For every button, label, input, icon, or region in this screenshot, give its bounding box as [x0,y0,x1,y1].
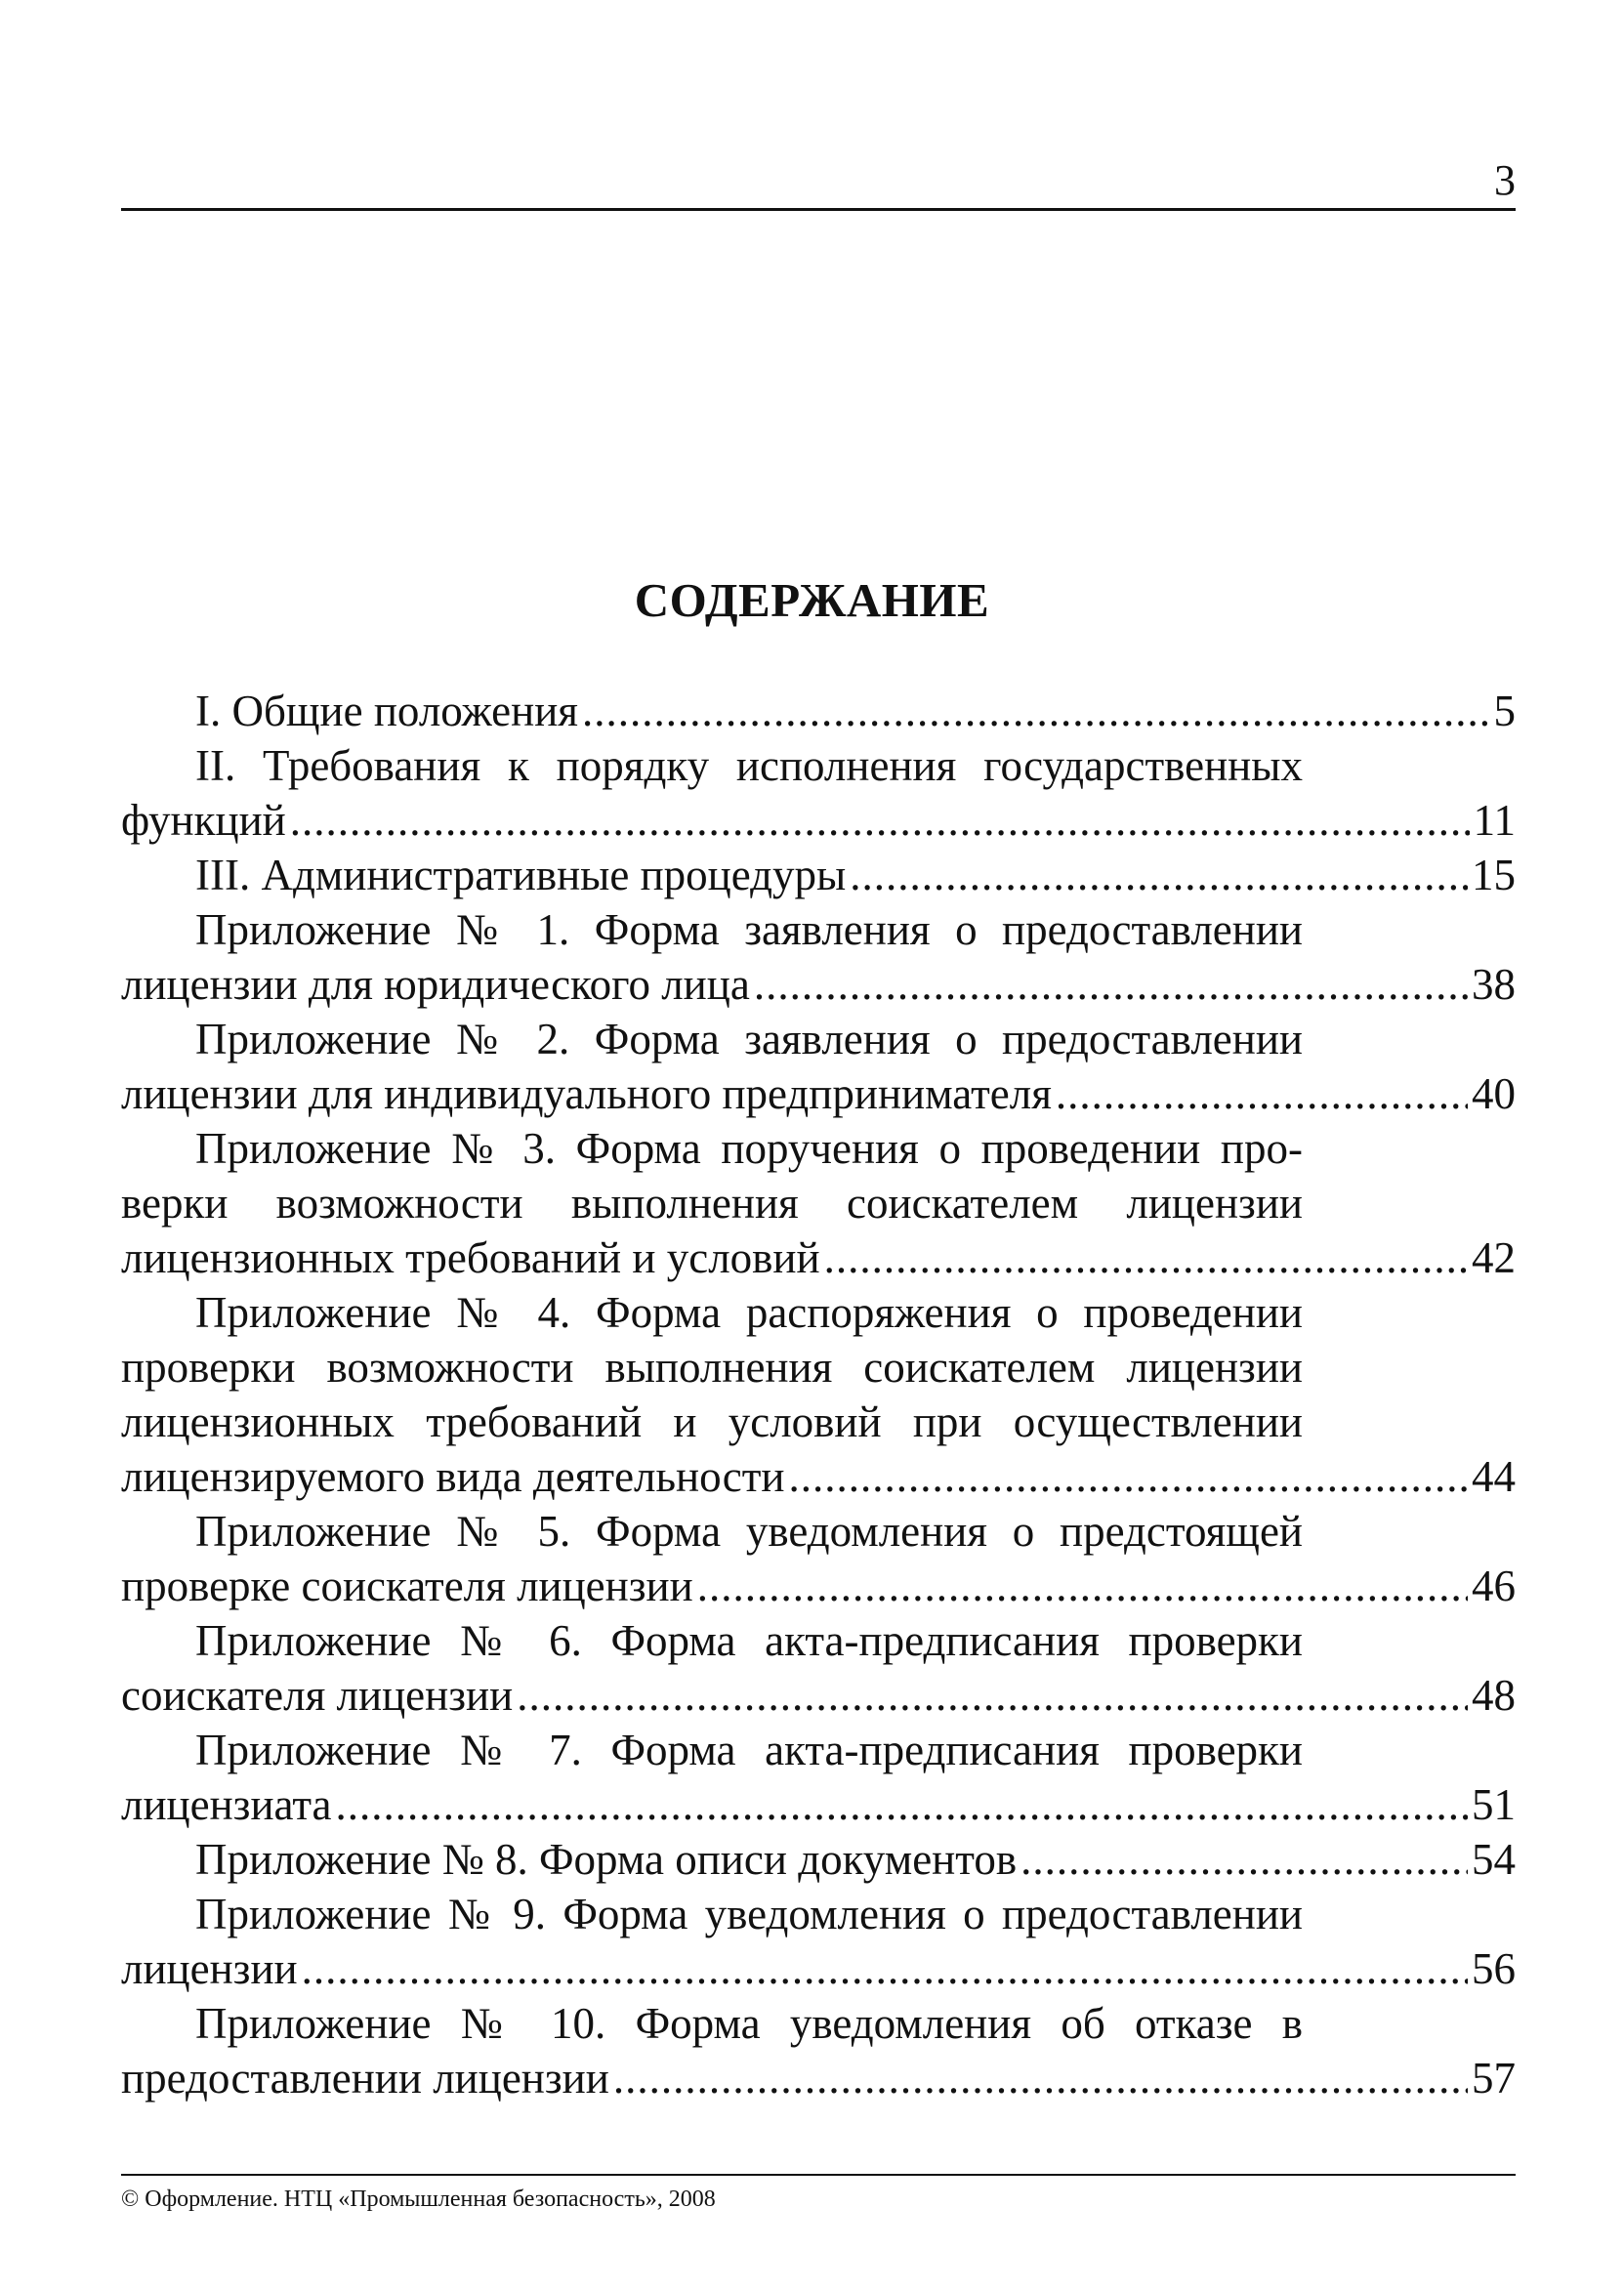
toc-entry-line [121,684,1516,738]
dot-leader [697,1559,1468,1613]
dot-leader [788,1449,1468,1504]
toc-entry-text: Приложение № 3. Форма поручения о проведении про- [195,1124,1303,1173]
toc-entry-line [121,1668,1516,1723]
toc-page-number: 51 [1472,1780,1516,1829]
toc-entry-line [121,1176,1303,1230]
toc-entry-text: лицензионных требований и условий [121,1233,820,1282]
toc-entry-text: предоставлении лицензии [121,2054,609,2103]
toc-entry-line [121,1449,1516,1504]
toc-entry-text: лицензионных требований и условий при осуществлении [121,1397,1303,1446]
toc-entry-line [121,1285,1303,1340]
toc-entry-text: Приложение № 5. Форма уведомления о предстоящей [195,1507,1303,1556]
toc-entry-text: Приложение № 4. Форма распоряжения о проведении [195,1288,1303,1337]
toc-page-number: 57 [1472,2054,1516,2103]
toc-entry-line [121,1887,1303,1941]
toc-entry-text: Приложение № 1. Форма заявления о предоставлении [195,905,1303,954]
toc-page-number: 40 [1472,1069,1516,1118]
toc-entry-line [121,1777,1516,1832]
header-rule [121,208,1516,211]
toc-entry-line [121,1395,1303,1449]
toc-entry-text: Приложение № 8. Форма описи документов [195,1835,1018,1884]
toc-entry-line [121,2051,1516,2105]
page-number: 3 [1494,156,1516,204]
toc-entry-text: лицензии [121,1944,298,1993]
toc-title: СОДЕРЖАНИЕ [634,573,990,627]
toc-entry-line [121,1832,1516,1887]
toc-entry-line [121,1012,1303,1066]
toc-entry-text: Приложение № 6. Форма акта-предписания проверки [195,1616,1303,1665]
toc-entry-text: верки возможности выполнения соискателем лицензии [121,1179,1303,1228]
dot-leader [336,1777,1468,1832]
toc-entry-line [121,1121,1303,1176]
toc-entry-line [121,1613,1303,1668]
dot-leader [613,2051,1468,2105]
toc-entry-line [121,793,1516,848]
toc-entry-text: Приложение № 2. Форма заявления о предоставлении [195,1015,1303,1063]
toc-page-number: 48 [1472,1671,1516,1720]
toc-entry-text: проверки возможности выполнения соискателем лицензии [121,1343,1303,1392]
toc-entry-line [121,1941,1516,1996]
toc-entry-line [121,1559,1516,1613]
dot-leader [850,848,1468,902]
toc-page-number: 42 [1472,1233,1516,1282]
toc-entry-line [121,1066,1516,1121]
dot-leader [1020,1832,1468,1887]
toc-entry-text: III. Административные процедуры [195,851,847,899]
dot-leader [582,684,1490,738]
toc-entry-text: Приложение № 7. Форма акта-предписания проверки [195,1726,1303,1774]
toc-entry-text: соискателя лицензии [121,1671,514,1720]
toc-entry-text: лицензии для юридического лица [121,960,750,1009]
footer-rule [121,2174,1516,2176]
toc-entry-text: Приложение № 9. Форма уведомления о предоставлении [195,1890,1303,1938]
toc-entry-text: Приложение № 10. Форма уведомления об отказе в [195,1999,1303,2048]
toc-page-number: 15 [1472,851,1516,899]
dot-leader [290,793,1470,848]
toc-entry-line [121,957,1516,1012]
toc-page-number: 46 [1472,1562,1516,1610]
toc-entry-text: II. Требования к порядку исполнения государственных [195,741,1303,790]
copyright-footer: © Оформление. НТЦ «Промышленная безопасность», 2008 [121,2187,716,2212]
toc-page-number: 38 [1472,960,1516,1009]
toc-entry-text: лицензии для индивидуального предпринимателя [121,1069,1052,1118]
toc-entry-line [121,902,1303,957]
toc-entry-text: проверке соискателя лицензии [121,1562,693,1610]
dot-leader [302,1941,1468,1996]
toc-entry-line [121,1504,1303,1559]
toc-entry-line [121,1230,1516,1285]
toc-entry-line [121,1340,1303,1395]
toc-page-number: 56 [1472,1944,1516,1993]
dot-leader [517,1668,1468,1723]
toc-entry-line [121,848,1516,902]
dot-leader [824,1230,1468,1285]
toc-entry-line [121,1996,1303,2051]
toc-entry-text: I. Общие положения [195,687,578,735]
toc-entry-text: функций [121,796,286,845]
toc-entry-text: лицензиата [121,1780,332,1829]
toc-entry-text: лицензируемого вида деятельности [121,1452,785,1501]
dot-leader [1056,1066,1468,1121]
toc-page-number: 5 [1493,687,1516,735]
dot-leader [754,957,1468,1012]
table-of-contents [121,684,1516,2105]
toc-entry-line [121,1723,1303,1777]
toc-page-number: 44 [1472,1452,1516,1501]
toc-entry-line [121,738,1303,793]
toc-page-number: 11 [1473,796,1516,845]
toc-page-number: 54 [1472,1835,1516,1884]
